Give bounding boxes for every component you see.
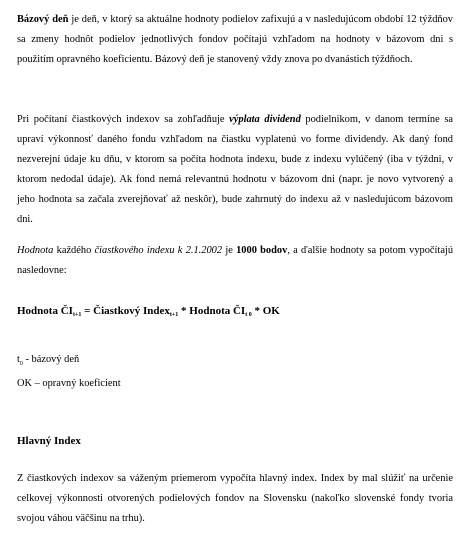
hodnota-text3: , a ďalšie hodnoty sa potom vypočítajú nasledovne:: [17, 245, 454, 276]
formula-lhs: Hodnota ČI: [17, 305, 73, 317]
term-bazovy-den: Bázový deň: [17, 14, 69, 25]
definition-t0-sub: 0: [19, 361, 23, 368]
hodnota-italic: Hodnota: [17, 245, 54, 256]
formula-op: *: [178, 305, 190, 317]
hodnota-text2: je: [222, 245, 237, 256]
definitions: [17, 350, 121, 394]
section-title: Hlavný Index: [17, 435, 81, 447]
paragraph-dividendy-pre: Pri počítaní čiastkových indexov sa zohľadňuje: [17, 114, 230, 125]
definition-t0: [17, 350, 121, 374]
definition-t0-text: - bázový deň: [22, 354, 80, 365]
hodnota-text1: každého: [53, 245, 95, 256]
hodnota-italic2: čiastkového indexu k 2.1.2002: [94, 245, 223, 256]
paragraph-bazovy-den: [17, 10, 453, 70]
formula: [17, 301, 280, 325]
paragraph-hodnota: [17, 241, 453, 281]
paragraph-dividendy-post: podielnikom, v danom termíne sa upraví výkonnosť daného fondu vzhľadom na čiastku vyplatenú vo forme dividendy. Ak daný fond nezverejní údaje ku dňu, v ktorom sa počíta hodnota indexu, bude z indexu vylúčený (iba v týždni, v ktorom nedodal údaje). Ak fond nemá relevantnú hodnotu v bázovom dni (napr. je novo vytvorený a jeho hodnota sa začala zverejňovať až neskôr), bude zahrnutý do indexu až v nasledujúcom bázovom dni.: [17, 114, 453, 225]
formula-lhs-sub: t+1: [72, 312, 82, 318]
paragraph-dividendy: [17, 110, 453, 230]
formula-term1-sub: t+1: [169, 312, 179, 318]
definition-ok: OK – opravný koeficient: [17, 378, 121, 390]
formula-tail: * OK: [251, 305, 280, 317]
term-vyplata-dividend: výplata dividend: [229, 114, 301, 125]
hodnota-bold: 1000 bodov: [236, 245, 288, 256]
definition-t0-symbol: t: [17, 354, 20, 365]
formula-term1: Čiastkový Index: [93, 305, 170, 317]
paragraph-hlavny-index: Z čiastkových indexov sa váženým priemerom vypočíta hlavný index. Index by mal slúžiť na určenie celkovej výkonnosti otvorených podielových fondov na Slovensku (nakoľko slovenské fondy tvoria svojou váhou väčšinu na trhu).: [17, 473, 453, 524]
formula-term2-sub: t 0: [245, 312, 252, 318]
paragraph-bazovy-den-text: je deň, v ktorý sa aktuálne hodnoty podielov zafixujú a v nasledujúcom období 12 týždňov sa zmeny hodnôt podielov jednotlivých fondov počítajú vzhľadom na hodnoty v bázovom dni s použitím opravného koeficientu. Bázový deň je stanovený vždy znova po dvanástich týždňoch.: [17, 14, 453, 65]
formula-term2: Hodnota ČI: [189, 305, 246, 317]
formula-eq: =: [81, 305, 94, 317]
